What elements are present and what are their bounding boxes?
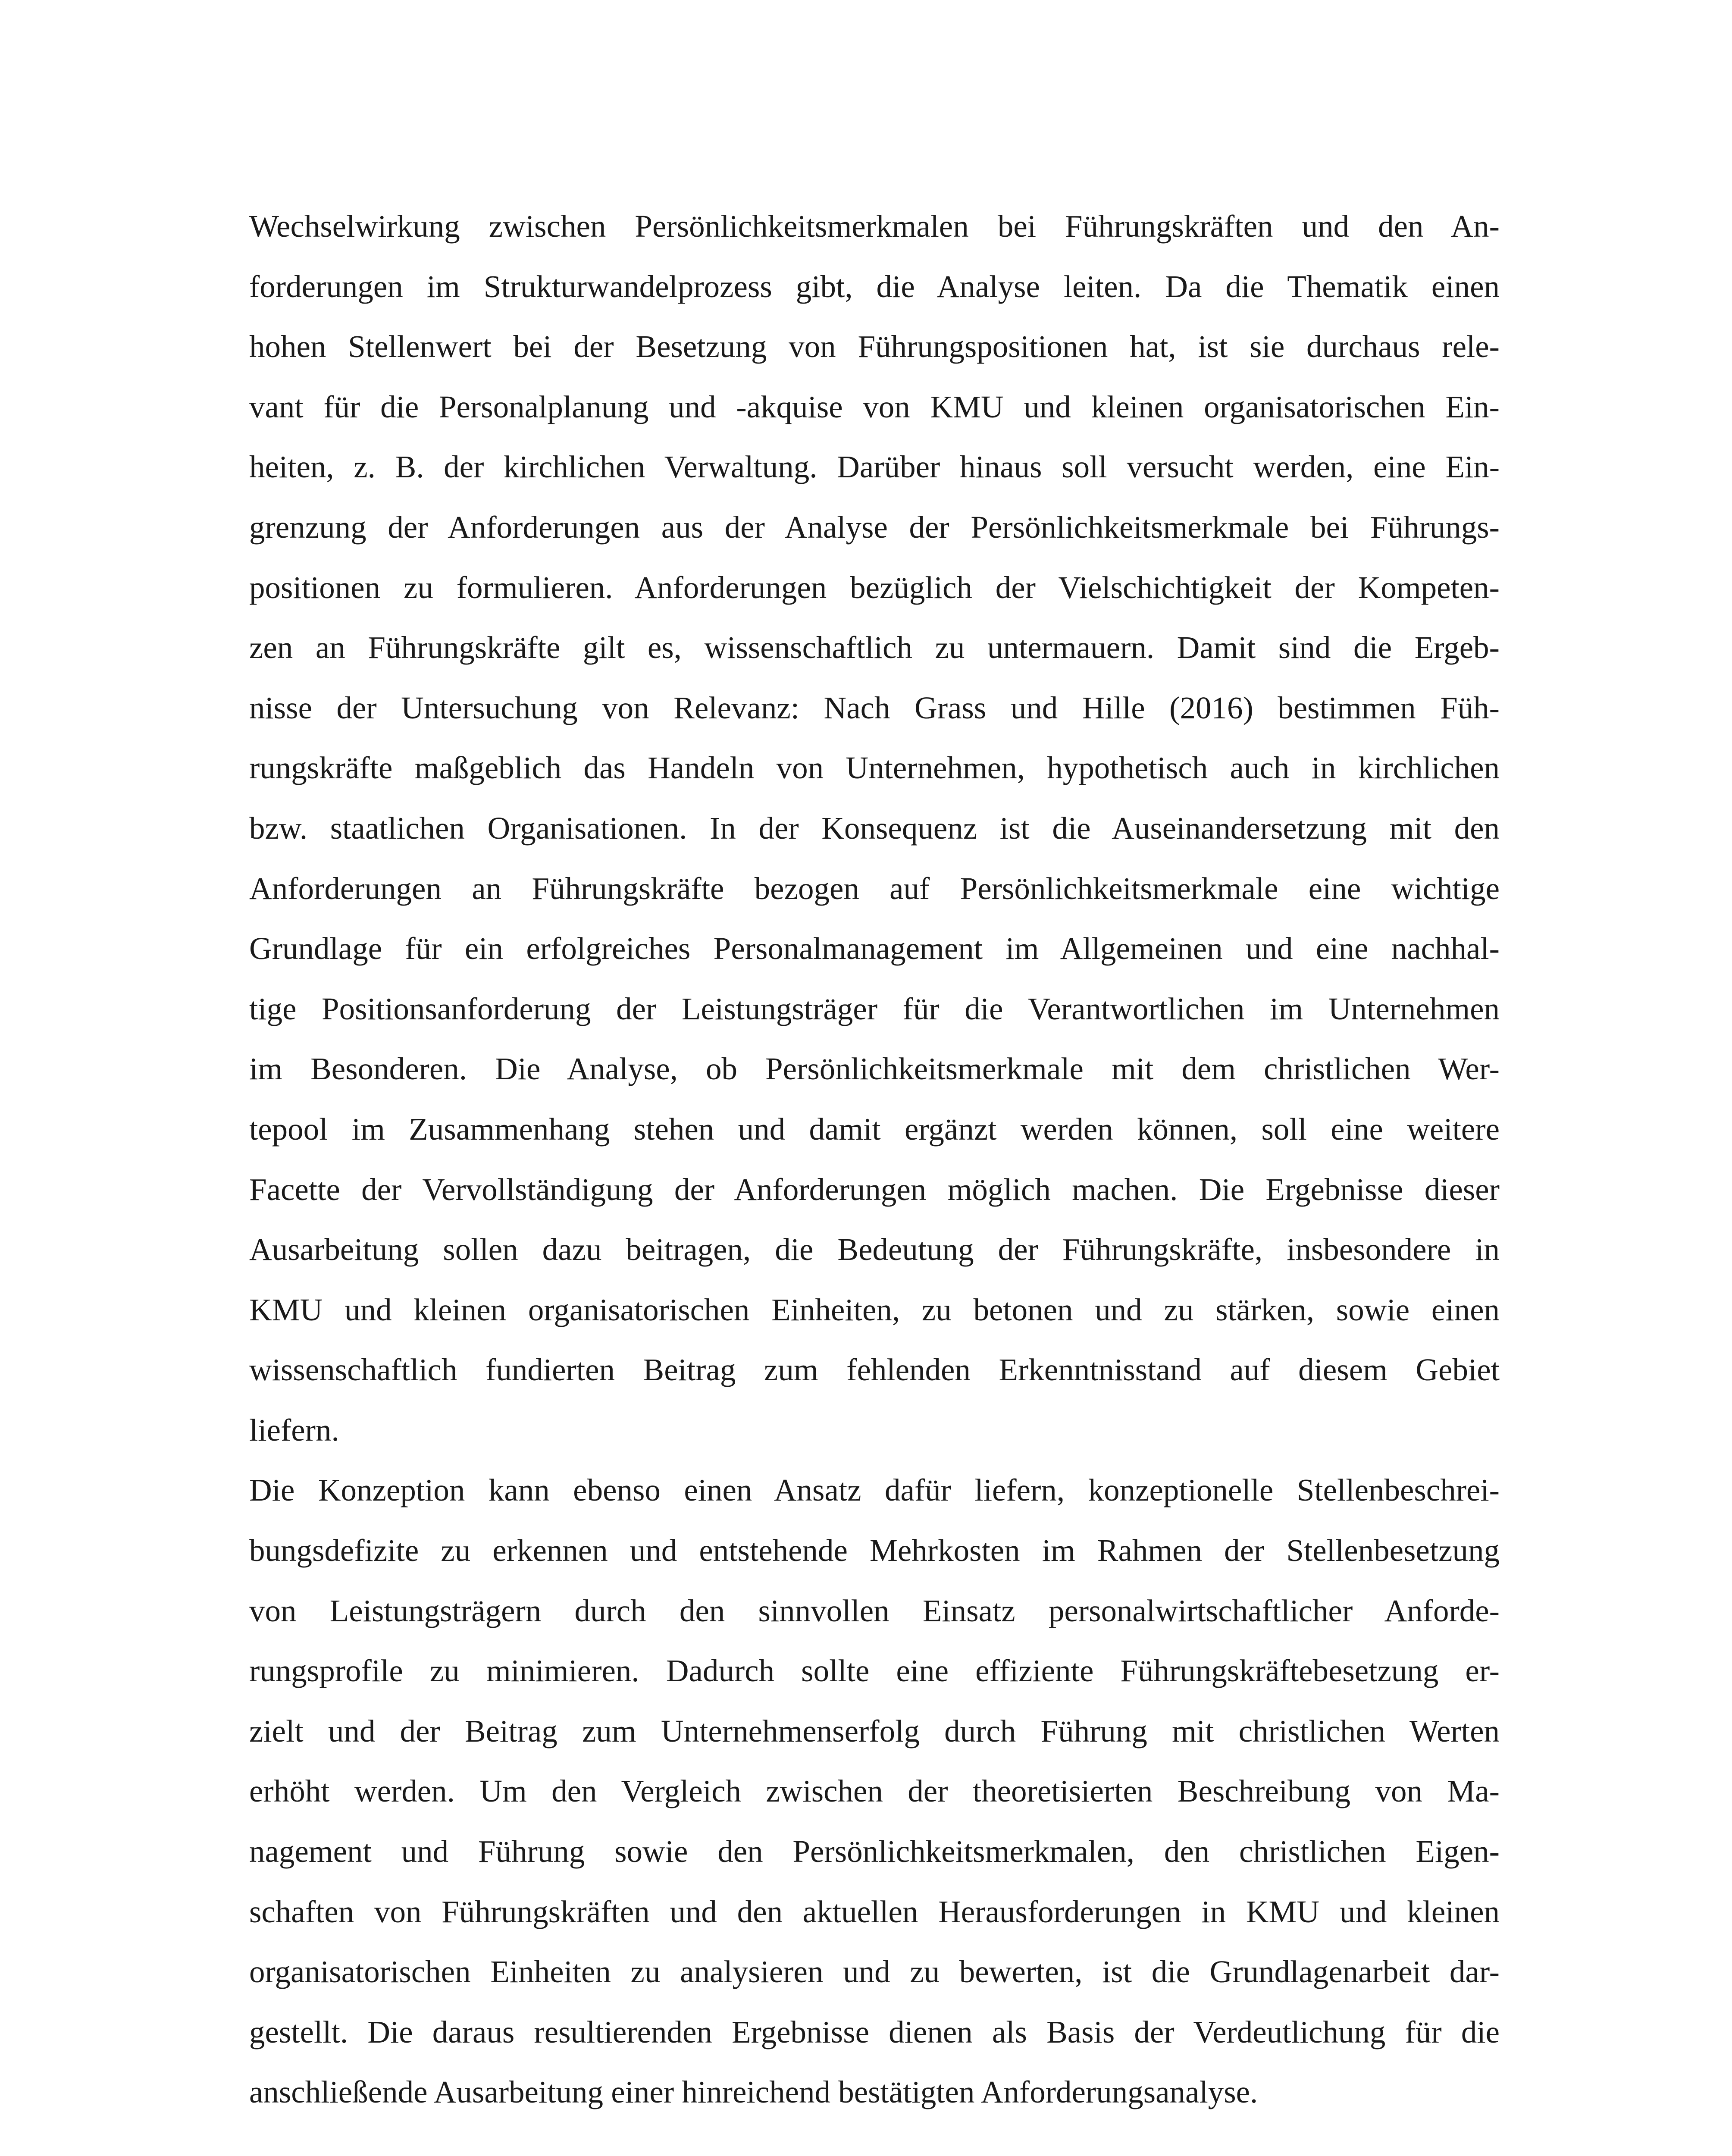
text-line: Die Konzeption kann ebenso einen Ansatz dafür liefern, konzeptionelle Stellenbeschrei- <box>249 1473 1500 1508</box>
body-text <box>249 196 1500 2122</box>
text-line: anschließende Ausarbeitung einer hinreichend bestätigten Anforderungsanalyse. <box>249 2075 1258 2110</box>
text-line: nagement und Führung sowie den Persönlichkeitsmerkmalen, den christlichen Eigen- <box>249 1834 1500 1869</box>
text-line: liefern. <box>249 1412 339 1448</box>
text-line: Ausarbeitung sollen dazu beitragen, die Bedeutung der Führungskräfte, insbesondere in <box>249 1232 1500 1267</box>
text-line: positionen zu formulieren. Anforderungen bezüglich der Vielschichtigkeit der Kompeten- <box>249 570 1500 605</box>
text-line: Facette der Vervollständigung der Anforderungen möglich machen. Die Ergebnisse dieser <box>249 1172 1500 1207</box>
text-line: zen an Führungskräfte gilt es, wissenschaftlich zu untermauern. Damit sind die Ergeb- <box>249 630 1500 665</box>
text-line: vant für die Personalplanung und -akquise von KMU und kleinen organisatorischen Ein- <box>249 389 1500 424</box>
text-line: im Besonderen. Die Analyse, ob Persönlichkeitsmerkmale mit dem christlichen Wer- <box>249 1051 1500 1087</box>
text-line: KMU und kleinen organisatorischen Einheiten, zu betonen und zu stärken, sowie einen <box>249 1292 1500 1327</box>
text-line: gestellt. Die daraus resultierenden Ergebnisse dienen als Basis der Verdeutlichung für die <box>249 2014 1500 2049</box>
text-line: rungsprofile zu minimieren. Dadurch sollte eine effiziente Führungskräftebesetzung er- <box>249 1653 1500 1689</box>
text-line: grenzung der Anforderungen aus der Analyse der Persönlichkeitsmerkmale bei Führungs- <box>249 509 1500 545</box>
text-line: Anforderungen an Führungskräfte bezogen auf Persönlichkeitsmerkmale eine wichtige <box>249 871 1500 906</box>
text-line: forderungen im Strukturwandelprozess gibt, die Analyse leiten. Da die Thematik einen <box>249 269 1500 304</box>
text-line: wissenschaftlich fundierten Beitrag zum fehlenden Erkenntnisstand auf diesem Gebiet <box>249 1352 1500 1388</box>
text-line: von Leistungsträgern durch den sinnvollen Einsatz personalwirtschaftlicher Anforde- <box>249 1593 1500 1628</box>
text-line: bzw. staatlichen Organisationen. In der Konsequenz ist die Auseinandersetzung mit den <box>249 810 1500 846</box>
text-line: erhöht werden. Um den Vergleich zwischen der theoretisierten Beschreibung von Ma- <box>249 1774 1500 1809</box>
text-line: tige Positionsanforderung der Leistungsträger für die Verantwortlichen im Unternehmen <box>249 991 1500 1026</box>
text-line: zielt und der Beitrag zum Unternehmenserfolg durch Führung mit christlichen Werten <box>249 1713 1500 1749</box>
text-line: schaften von Führungskräften und den aktuellen Herausforderungen in KMU und kleinen <box>249 1894 1500 1929</box>
text-line: Grundlage für ein erfolgreiches Personalmanagement im Allgemeinen und eine nachhal- <box>249 931 1500 966</box>
text-line: heiten, z. B. der kirchlichen Verwaltung. Darüber hinaus soll versucht werden, eine Ein- <box>249 449 1500 485</box>
text-line: tepool im Zusammenhang stehen und damit ergänzt werden können, soll eine weitere <box>249 1111 1500 1147</box>
text-line: nisse der Untersuchung von Relevanz: Nach Grass und Hille (2016) bestimmen Füh- <box>249 690 1500 725</box>
text-line: hohen Stellenwert bei der Besetzung von Führungspositionen hat, ist sie durchaus rele- <box>249 329 1500 364</box>
text-line: Wechselwirkung zwischen Persönlichkeitsmerkmalen bei Führungskräften und den An- <box>249 209 1500 244</box>
text-line: bungsdefizite zu erkennen und entstehende Mehrkosten im Rahmen der Stellenbesetzung <box>249 1533 1500 1568</box>
text-line: organisatorischen Einheiten zu analysieren und zu bewerten, ist die Grundlagenarbeit dar- <box>249 1954 1500 1990</box>
text-line: rungskräfte maßgeblich das Handeln von Unternehmen, hypothetisch auch in kirchlichen <box>249 750 1500 786</box>
